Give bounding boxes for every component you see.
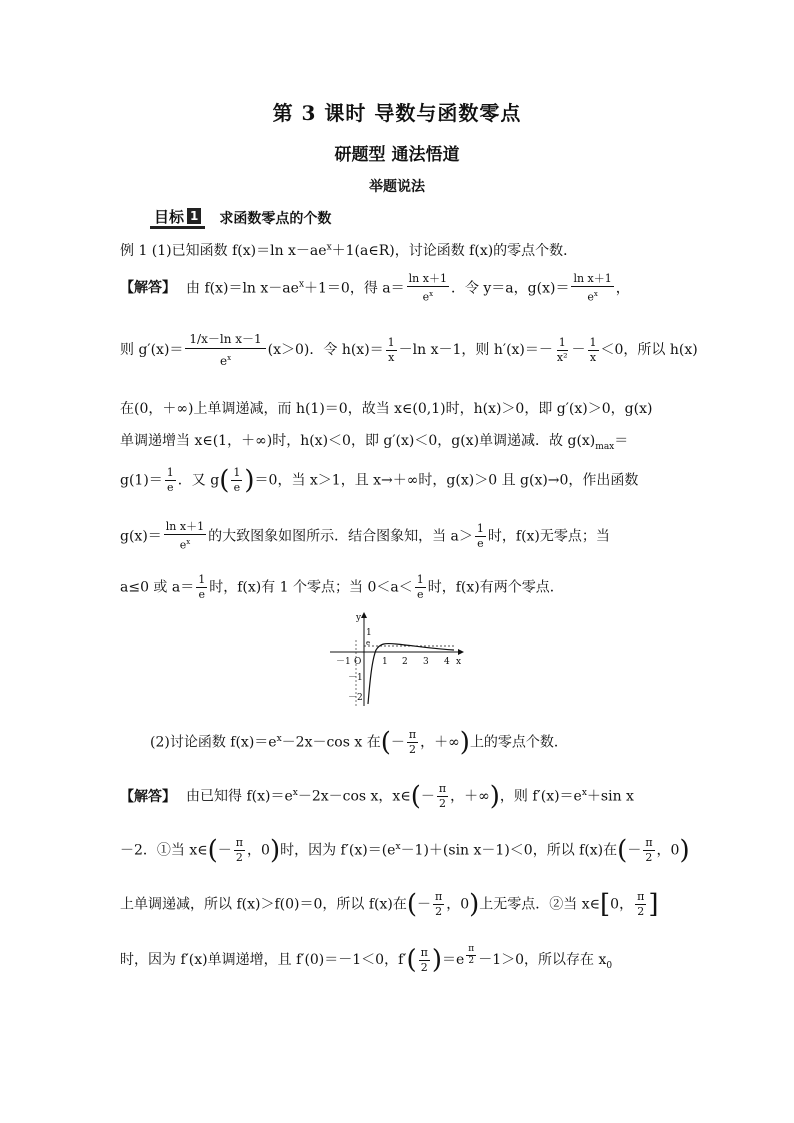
text-run: ＋1(a∈R)，讨论函数 f(x)的零点个数． [331, 243, 578, 259]
solution-2-line-1: 【解答】 由已知得 $f(x)=e^x-2x-\cos$ x，x∈(－ $\frac{\pi}{2}$ ，＋∞)，则 $f'(x)=e^x+\sin$ x [120, 781, 634, 812]
text-run: x [429, 290, 434, 298]
y-tick-label: －2 [348, 693, 363, 703]
fraction-numerator: π [408, 728, 417, 741]
text-run: x [326, 242, 332, 253]
solution-line-1: 【解答】 由 f(x)＝ln $x-ae^x+1=0$，得 a＝ $\frac{\text{ln x＋1}}{e^x}$ ．令 y＝a，g(x)＝ $\frac{\text{ln x＋1}}{e^x}$ ， [120, 272, 630, 304]
text-run: － [420, 788, 435, 805]
fraction [433, 890, 444, 919]
fraction-numerator: π [235, 836, 244, 849]
text-run: x [395, 841, 401, 852]
text-run: 0 [606, 960, 613, 971]
x-tick-label: 1 [382, 657, 388, 667]
fraction-numerator: 1 [416, 573, 424, 586]
fraction [185, 330, 265, 370]
fraction-denominator [178, 535, 192, 553]
text-run: x [298, 279, 305, 290]
fraction [231, 466, 242, 495]
fraction-denominator: e [416, 588, 424, 601]
solution-label: 【解答】 [120, 280, 176, 297]
text-run: 时，f(x)有 1 个零点；当 0＜a＜ [209, 579, 413, 596]
text-run: ＋sin x [586, 788, 634, 805]
text-run: x [593, 290, 598, 298]
fraction-denominator: e [167, 481, 174, 494]
fraction-denominator: e [198, 588, 205, 601]
text-run: ＝0，当 x＞1，且 x→＋∞时，g(x)＞0 且 g(x)→0，作出函数 [254, 472, 639, 489]
section-subtitle: 研题型 通法悟道 [334, 145, 460, 165]
x-axis-label: x [456, 657, 462, 667]
target-badge [150, 206, 205, 229]
text-run: －2x－cos x，x∈ [297, 788, 411, 805]
fraction-numerator: π [468, 944, 475, 954]
target-heading [150, 206, 331, 229]
x-tick-label: 3 [423, 657, 429, 667]
fraction-numerator: π [420, 945, 428, 959]
fraction-denominator: x [589, 350, 597, 364]
fraction-numerator: 1 [589, 335, 597, 349]
text-run: g(1)＝ [120, 472, 163, 489]
fraction-numerator: π [438, 782, 447, 795]
text-run: ．令 y＝a，g(x)＝ [450, 280, 570, 297]
text-run: －2．①当 x∈ [120, 842, 208, 859]
fraction-denominator: 2 [420, 960, 428, 974]
text-run: －ln x－1，则 h′(x)＝－ [398, 342, 553, 358]
fraction-numerator: 1 [558, 335, 566, 349]
fraction [386, 336, 397, 365]
text-run: 0， [610, 896, 634, 913]
solution-line-3: 在(0，＋∞)上单调递减，而 h(1)＝0，故当 x∈(0,1)时，h(x)＞0，即 g′(x)＞0，g(x) [120, 401, 653, 417]
fraction-numerator: π [637, 890, 645, 903]
text-run: e [587, 290, 594, 304]
target-badge-number: 1 [187, 208, 201, 224]
solution-line-2 [120, 330, 698, 370]
text-run: e [422, 290, 430, 304]
solution-2-line-4: 时，因为 f′(x)单调递增，且 f′(0)＝－1＜0，f′( $\frac{\pi}{2}$ )＝e $^{\frac{\pi}{2}}$ －1＞0，所以存在 $x_0$ [120, 944, 613, 976]
text-run: －1＞0，所以存在 x [478, 952, 607, 969]
fraction-denominator: x² [556, 350, 568, 364]
fraction-denominator: e [233, 481, 241, 494]
text-run: max [595, 441, 615, 452]
fraction [234, 836, 245, 865]
text-run: x [276, 733, 282, 744]
text-run: ，＋∞ [420, 734, 460, 751]
y-tick-label: －1 [348, 673, 363, 683]
text-run: ＜0，所以 h(x) [600, 342, 698, 358]
x-tick-label: 2 [402, 657, 408, 667]
fraction-denominator [421, 287, 435, 305]
text-run: x [186, 538, 191, 546]
function-graph [326, 610, 466, 708]
text-run: x [292, 787, 298, 798]
y-tick-label: 1 [366, 628, 372, 638]
text-run: e [220, 354, 228, 368]
fraction-denominator [220, 349, 231, 370]
page-title: 第 3 课时 导数与函数零点 [272, 101, 522, 125]
solution-2-line-2: －2．①当 x∈(－ $\frac{\pi}{2}$ ，0)时，因为 $f'(x)=(e^x-1)+(\sin$ x－1)＜0，所以 f(x)在(－ $\frac{\pi}{2}$ ，0) [120, 835, 690, 866]
text-run: －1)＋(sin x－1)＜0，所以 f(x)在 [400, 842, 618, 859]
text-run: 上单调递减，所以 f(x)＞f(0)＝0，所以 f(x)在 [120, 896, 407, 913]
text-run: ，0 [247, 842, 270, 859]
fraction-denominator [585, 287, 599, 305]
fraction-denominator: 2 [645, 851, 653, 864]
fraction [571, 272, 613, 305]
fraction-denominator: 2 [408, 743, 416, 756]
solution-label: 【解答】 [120, 788, 176, 805]
x-axis-arrow [458, 649, 464, 655]
y-axis-arrow [361, 612, 367, 618]
fraction-numerator: 1/x－ln x－1 [185, 330, 265, 349]
solution-line-7 [120, 573, 680, 602]
text-run: ，0 [656, 842, 680, 859]
fraction-numerator: ln x＋1 [165, 520, 205, 533]
e-mark-label: e [366, 639, 371, 647]
target-badge-label: 目标 [154, 207, 185, 226]
text-run: 单调递增当 x∈(1，＋∞)时，h(x)＜0，即 g′(x)＜0，g(x)单调递减．故 g(x) [120, 433, 596, 449]
fraction-numerator: ln x＋1 [573, 272, 612, 285]
fraction-numerator: π [645, 836, 653, 849]
target-text: 求函数零点的个数 [219, 210, 332, 227]
fraction [164, 520, 206, 553]
fraction-denominator: 2 [235, 851, 243, 864]
fraction-denominator: 2 [637, 905, 645, 918]
fraction-denominator: 2 [438, 797, 446, 810]
fraction-denominator: 2 [468, 956, 475, 966]
fraction-numerator: π [434, 890, 443, 903]
fraction [635, 890, 646, 919]
fraction [407, 728, 418, 757]
text-run: 上无零点．②当 x∈ [479, 896, 601, 913]
fraction-numerator: 1 [198, 573, 206, 586]
fraction [407, 272, 449, 305]
text-run: ，0 [446, 896, 470, 913]
fraction [643, 836, 654, 865]
fraction [415, 573, 426, 602]
fraction [196, 573, 207, 602]
fraction-denominator: x [388, 350, 395, 364]
text-run: ，＋∞ [450, 788, 490, 805]
fraction-numerator: 1 [166, 466, 174, 479]
text-run: － [571, 342, 586, 358]
curve-g [368, 644, 454, 704]
text-run: 的大致图象如图所示．结合图象知，当 a＞ [208, 528, 473, 545]
fraction-denominator: e [477, 536, 484, 550]
text-run: (x＞0)．令 h(x)＝ [267, 342, 384, 358]
text-run: e [179, 538, 187, 552]
text-run: 由 f(x)＝ln x－ae [186, 280, 299, 297]
text-run: 时，因为 f′(x)＝(e [280, 842, 396, 859]
fraction-numerator: ln x＋1 [408, 272, 447, 285]
text-run: 时，因为 f′(x)单调递增，且 f′(0)＝－1＜0，f′ [120, 952, 407, 969]
y-axis-label: y [356, 613, 362, 623]
text-run: a≤0 或 a＝ [120, 579, 195, 596]
x-tick-label: 4 [444, 657, 450, 667]
text-run: － [390, 734, 405, 751]
text-run: x [227, 354, 232, 362]
x-tick-label: －1 [336, 657, 351, 667]
example-1-statement [120, 240, 680, 260]
solution-2-line-3: 上单调递减，所以 f(x)＞f(0)＝0，所以 f(x)在(－ $\frac{\pi}{2}$ ，0)上无零点．②当 x∈[0， $\frac{\pi}{2}$ ] [120, 889, 659, 920]
text-run: x [581, 787, 587, 798]
text-run: g(x)＝ [120, 528, 162, 545]
fraction [165, 466, 176, 495]
fraction-numerator: 1 [233, 466, 241, 479]
text-run: 例 1 (1)已知函数 f(x)＝ln x－ae [120, 243, 327, 259]
text-run: ＋1＝0，得 a＝ [304, 280, 405, 297]
text-run: ，则 f′(x)＝e [499, 788, 582, 805]
text-run: － [217, 842, 232, 859]
text-run: ．又 g [177, 472, 220, 489]
fraction [555, 336, 570, 365]
text-run: (2)讨论函数 f(x)＝e [150, 734, 277, 751]
section-subheading: 举题说法 [369, 179, 425, 195]
text-run: 时，f(x)无零点；当 [487, 528, 610, 545]
fraction-denominator: 2 [435, 905, 443, 918]
fraction [475, 522, 486, 551]
text-run: 则 g′(x)＝ [120, 342, 184, 358]
fraction [466, 944, 476, 967]
fraction [588, 336, 599, 365]
solution-line-5: g(1)＝ $\frac{1}{e}$ ．又 g( $\frac{1}{e}$ )＝0，当 x＞1，且 x→＋∞时，g(x)＞0 且 g(x)→0，作出函数 [120, 465, 639, 496]
origin-label: O [354, 657, 362, 667]
fraction-numerator: 1 [387, 335, 395, 349]
text-run: － [416, 896, 431, 913]
fraction-numerator: 1 [476, 521, 484, 535]
solution-line-4 [120, 430, 680, 452]
text-run: 上的零点个数． [469, 734, 568, 751]
text-run: 由已知得 f(x)＝e [186, 788, 293, 805]
fraction [437, 782, 448, 811]
text-run: ＝e [442, 952, 465, 969]
fraction [419, 946, 430, 975]
example-2-statement: (2)讨论函数 $f(x)=e^x-2x-\cos$ x 在(－ $\frac{\pi}{2}$ ，＋∞)上的零点个数． [150, 727, 568, 758]
text-run: － [627, 842, 642, 859]
text-run: ＝ [614, 433, 629, 449]
text-run: 时，f(x)有两个零点． [427, 579, 564, 596]
text-run: －2x－cos x 在 [281, 734, 381, 751]
solution-line-6 [120, 520, 680, 553]
